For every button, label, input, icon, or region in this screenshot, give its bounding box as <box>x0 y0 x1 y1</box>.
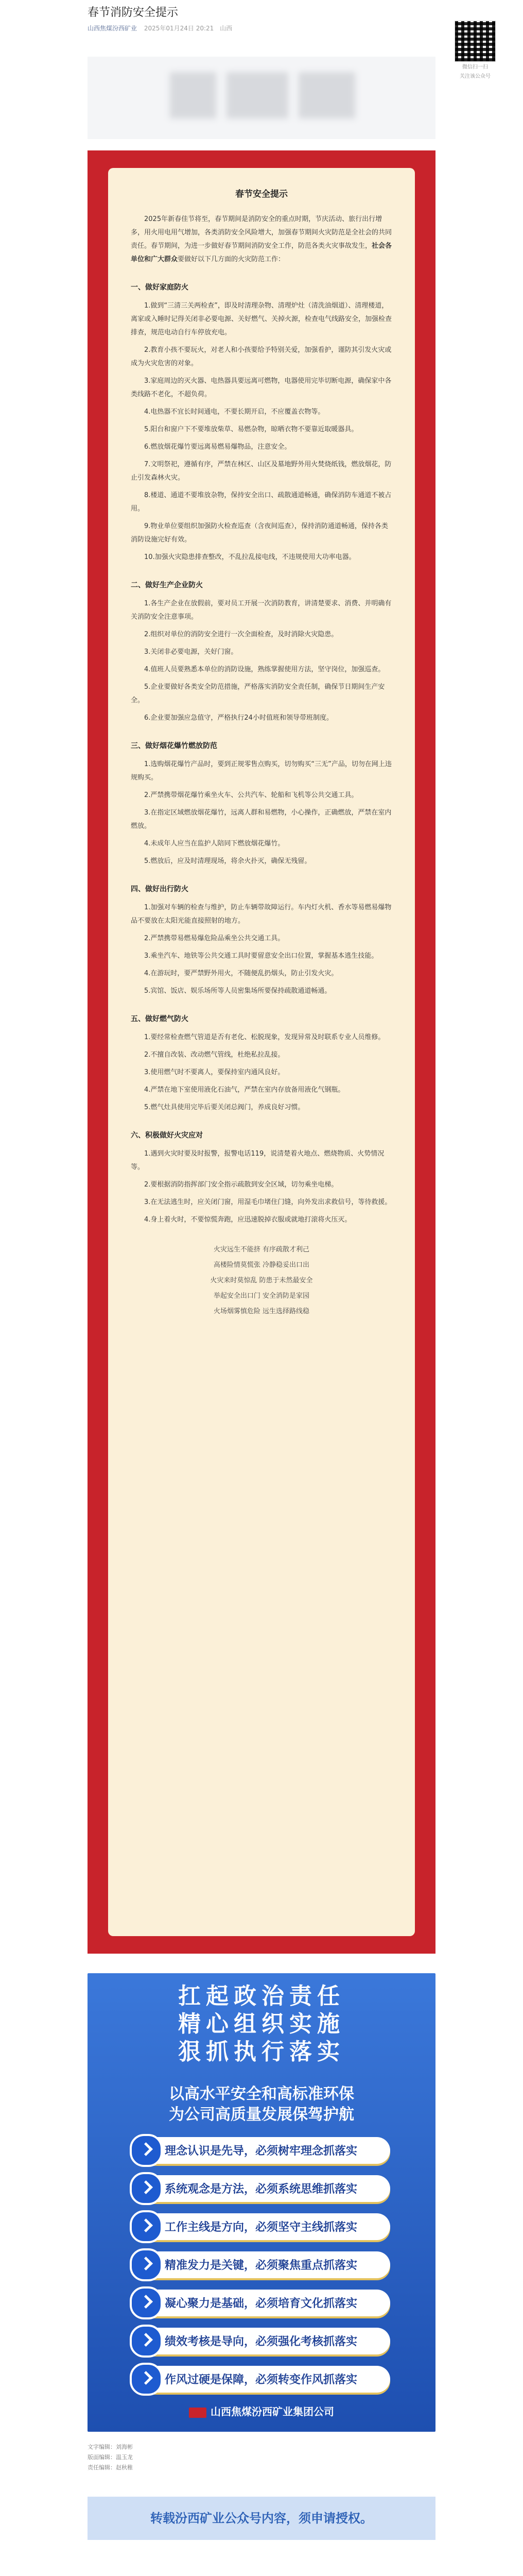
section-item: 6.燃放烟花爆竹要远离易燃易爆物品，注意安全。 <box>144 443 291 451</box>
company-logo-icon <box>189 2408 206 2418</box>
notice-intro <box>131 213 392 266</box>
credit-line: 版面编辑：温玉龙 <box>88 2454 133 2461</box>
poster-point-text: 精准发力是关键，必须聚焦重点抓落实 <box>165 2259 358 2272</box>
section-item: 7.文明祭祀，遵循有序，严禁在林区、山区及墓地野外用火焚烧纸钱，燃放烟花，防止引发森林火灾。 <box>131 461 392 482</box>
section-item: 2.要根据消防指挥部门安全指示疏散到安全区域，切勿乘坐电梯。 <box>144 1181 338 1189</box>
poster-point <box>134 2251 390 2278</box>
poster-point <box>134 2213 390 2240</box>
poster-point <box>134 2137 390 2164</box>
poster-slogan: 扛起政治责任 <box>178 1983 345 2009</box>
section-item: 1.做到“三清三关两检查”，即及时清理杂物、清理炉灶（清洗油烟道）、清理楼道，离家或入睡时记得关闭非必要电源、关好燃气、关掉火源，检查电气线路安全，加强检查排查，规范电动自行车停放充电。 <box>131 302 392 336</box>
section-item: 10.加强火灾隐患排查整改，不乱拉乱接电线，不违规使用大功率电器。 <box>144 553 356 561</box>
section-title: 六、积极做好火灾应对 <box>131 1131 203 1140</box>
section-item: 5.燃放后，应及时清理现场，将余火扑灭，确保无残留。 <box>144 857 311 865</box>
verse-line: 火场烟雾慎危险 远生选择路线稳 <box>213 1308 310 1315</box>
account-name-link[interactable]: 山西焦煤汾西矿业 <box>88 25 137 32</box>
section-item: 3.在无法逃生时，应关闭门窗，用湿毛巾堵住门缝，向外发出求救信号，等待救援。 <box>144 1198 392 1206</box>
section-item: 5.阳台和窗户下不要堆放柴草、易燃杂物，晾晒衣物不要靠近取暖器具。 <box>144 426 358 433</box>
intro-bold: 社会各单位和广大群众 <box>131 242 392 263</box>
poster-point-text: 作风过硬是保障，必须转变作风抓落实 <box>165 2374 358 2386</box>
notice-paper <box>108 168 415 1936</box>
section-item: 8.楼道、通道不要堆放杂物，保持安全出口、疏散通道畅通，确保消防车通道不被占用。 <box>131 492 392 513</box>
section-item: 4.电热器不宜长时间通电，不要长期开启，不应覆盖衣物等。 <box>144 408 325 416</box>
verse-line: 高楼险情莫慌张 冷静稳妥出口出 <box>213 1261 310 1269</box>
poster-subtitle <box>88 2084 435 2125</box>
section-item: 5.燃气灶具使用完毕后要关闭总阀门，养成良好习惯。 <box>144 1104 305 1111</box>
poster-point <box>134 2290 390 2316</box>
poster-point-text: 绩效考核是导向，必须强化考核抓落实 <box>165 2335 358 2348</box>
poster-point <box>134 2328 390 2354</box>
poster-point-text: 系统观念是方法，必须系统思维抓落实 <box>165 2183 358 2196</box>
reprint-notice-text: 转载汾西矿业公众号内容，须申请授权。 <box>150 2511 373 2526</box>
reprint-notice-banner <box>88 2497 435 2540</box>
qr-tip-line2: 关注该公众号 <box>460 74 491 79</box>
section-item: 4.值班人员要熟悉本单位的消防设施，熟练掌握使用方法，坚守岗位，加强巡查。 <box>144 666 385 673</box>
check-icon <box>130 2363 163 2396</box>
publish-date: 2025年01月24日 20:21 <box>144 25 214 32</box>
section-title: 五、做好燃气防火 <box>131 1015 188 1023</box>
blurred-header-image <box>88 57 435 139</box>
section-item: 1.选购烟花爆竹产品时，要到正规零售点购买，切勿购买“三无”产品，切勿在网上违规购买。 <box>131 760 392 782</box>
section-title: 三、做好烟花爆竹燃放防范 <box>131 742 217 750</box>
credit-line: 责任编辑：赵秋稚 <box>88 2464 133 2471</box>
section-item: 4.在游玩时，要严禁野外用火，不随便乱扔烟头，防止引发火灾。 <box>144 970 338 977</box>
section-item: 1.遇到火灾时要及时报警，报警电话119，说清楚着火地点、燃烧物质、火势情况等。 <box>131 1150 385 1171</box>
check-icon <box>130 2134 163 2167</box>
section-item: 1.加强对车辆的检查与维护，防止车辆带故障运行。车内灯火机、香水等易燃易爆物品不要放在太阳光能直接照射的地方。 <box>131 904 392 925</box>
verse-line: 火灾来时莫惊乱 防患于未然最安全 <box>210 1277 313 1284</box>
section-item: 6.企业要加强应急值守，严格执行24小时值班和领导带班制度。 <box>144 714 333 722</box>
section-item: 3.使用燃气时不要离人，要保持室内通风良好。 <box>144 1069 285 1076</box>
poster-sub-line: 为公司高质量发展保驾护航 <box>169 2106 354 2124</box>
safety-verse <box>131 1242 392 1319</box>
section-item: 4.身上着火时，不要惊慌奔跑，应迅速脱掉衣服或就地打滚将火压灭。 <box>144 1216 352 1224</box>
section-item: 3.在指定区域燃放烟花爆竹，远离人群和易燃物，小心操作，正确燃放，严禁在室内燃放。 <box>131 809 392 830</box>
credit-line: 文字编辑：刘海彬 <box>88 2444 133 2450</box>
section-title: 四、做好出行防火 <box>131 885 188 893</box>
check-icon <box>130 2286 163 2319</box>
qr-code-image <box>455 21 496 62</box>
publish-region: 山西 <box>220 25 233 32</box>
verse-line: 火灾远生不能挤 有序疏散才利己 <box>213 1246 310 1253</box>
poster-point <box>134 2366 390 2393</box>
section-title: 二、做好生产企业防火 <box>131 581 203 589</box>
poster-point-text: 工作主线是方向，必须坚守主线抓落实 <box>165 2221 358 2234</box>
poster-point-text: 理念认识是先导，必须树牢理念抓落实 <box>165 2145 358 2158</box>
check-icon <box>130 2210 163 2243</box>
section-item: 9.物业单位要组织加强防火检查巡查（含夜间巡查），保持消防通道畅通，保持各类消防设施完好有效。 <box>131 522 388 544</box>
section-item: 5.宾馆、饭店、娱乐场所等人员密集场所要保持疏散通道畅通。 <box>144 987 332 995</box>
intro-end: 要做好以下几方面的火灾防范工作： <box>178 256 285 263</box>
section-item: 2.不擅自改装、改动燃气管线，杜绝私拉乱接。 <box>144 1051 285 1059</box>
section-item: 1.各生产企业在放假前，要对员工开展一次消防教育，讲清楚要求、消费、并明确有关消防安全注意事项。 <box>131 600 392 621</box>
notice-body <box>108 213 415 1319</box>
qr-code-panel <box>453 21 497 80</box>
section-item: 1.要经常检查燃气管道是否有老化、松脱现象，发现异常及时联系专业人员维修。 <box>144 1033 385 1041</box>
section-item: 2.教育小孩不要玩火，对老人和小孩要给予特别关爱，加强看护，谨防其引发火灾或成为火灾危害的对象。 <box>131 346 392 367</box>
section-item: 4.未成年人应当在监护人陪同下燃放烟花爆竹。 <box>144 840 285 848</box>
section-item: 2.严禁携带易燃易爆危险品乘坐公共交通工具。 <box>144 935 285 942</box>
section-item: 3.家庭周边的灭火器、电热器具要远离可燃物，电器使用完毕切断电源，确保家中各类线路不老化，不超负荷。 <box>131 377 392 398</box>
section-item: 3.乘坐汽车、地铁等公共交通工具时要留意安全出口位置，掌握基本逃生技能。 <box>144 952 378 960</box>
logo-text: 山西焦煤汾西矿业集团公司 <box>211 2405 334 2418</box>
check-icon <box>130 2172 163 2205</box>
section-item: 5.企业要做好各类安全防范措施，严格落实消防安全责任制，确保节日期间生产安全。 <box>131 683 385 704</box>
article-title: 春节消防安全提示 <box>88 6 179 19</box>
poster-point-text: 凝心聚力是基础，必须培育文化抓落实 <box>165 2297 358 2310</box>
section-item: 2.严禁携带烟花爆竹乘坐火车、公共汽车、轮船和飞机等公共交通工具。 <box>144 791 358 799</box>
verse-line: 举起安全出口门 安全消防是家园 <box>213 1292 310 1300</box>
section-item: 2.组织对单位的消防安全进行一次全面检查，及时消除火灾隐患。 <box>144 631 338 638</box>
qr-tip-line1: 微信扫一扫 <box>462 64 488 70</box>
poster-logo <box>88 2403 435 2418</box>
slogan-poster <box>88 1973 435 2432</box>
credits <box>88 2442 133 2473</box>
article-header <box>88 5 427 32</box>
poster-slogans <box>88 1982 435 2066</box>
section-item: 3.关闭非必要电源，关好门窗。 <box>144 648 238 656</box>
check-icon <box>130 2325 163 2358</box>
intro-text: 2025年新春佳节将至，春节期间是消防安全的重点时期，节庆活动、旅行出行增多，用火用电用气增加，各类消防安全风险增大，加强春节期间火灾防范是全社会的共同责任。春节期间，为进一步做好春节期间消防安全工作，防范各类火灾事故发生， <box>131 215 392 250</box>
notice-frame <box>88 150 435 1954</box>
article-meta <box>88 24 427 32</box>
poster-slogan: 精心组织实施 <box>178 2011 345 2037</box>
check-icon <box>130 2248 163 2281</box>
poster-sub-line: 以高水平安全和高标准环保 <box>169 2085 354 2103</box>
section-item: 4.严禁在地下室使用液化石油气，严禁在室内存放备用液化气钢瓶。 <box>144 1086 345 1094</box>
poster-point <box>134 2175 390 2202</box>
poster-slogan: 狠抓执行落实 <box>178 2039 345 2065</box>
notice-heading: 春节安全提示 <box>235 189 288 199</box>
section-title: 一、做好家庭防火 <box>131 283 188 292</box>
